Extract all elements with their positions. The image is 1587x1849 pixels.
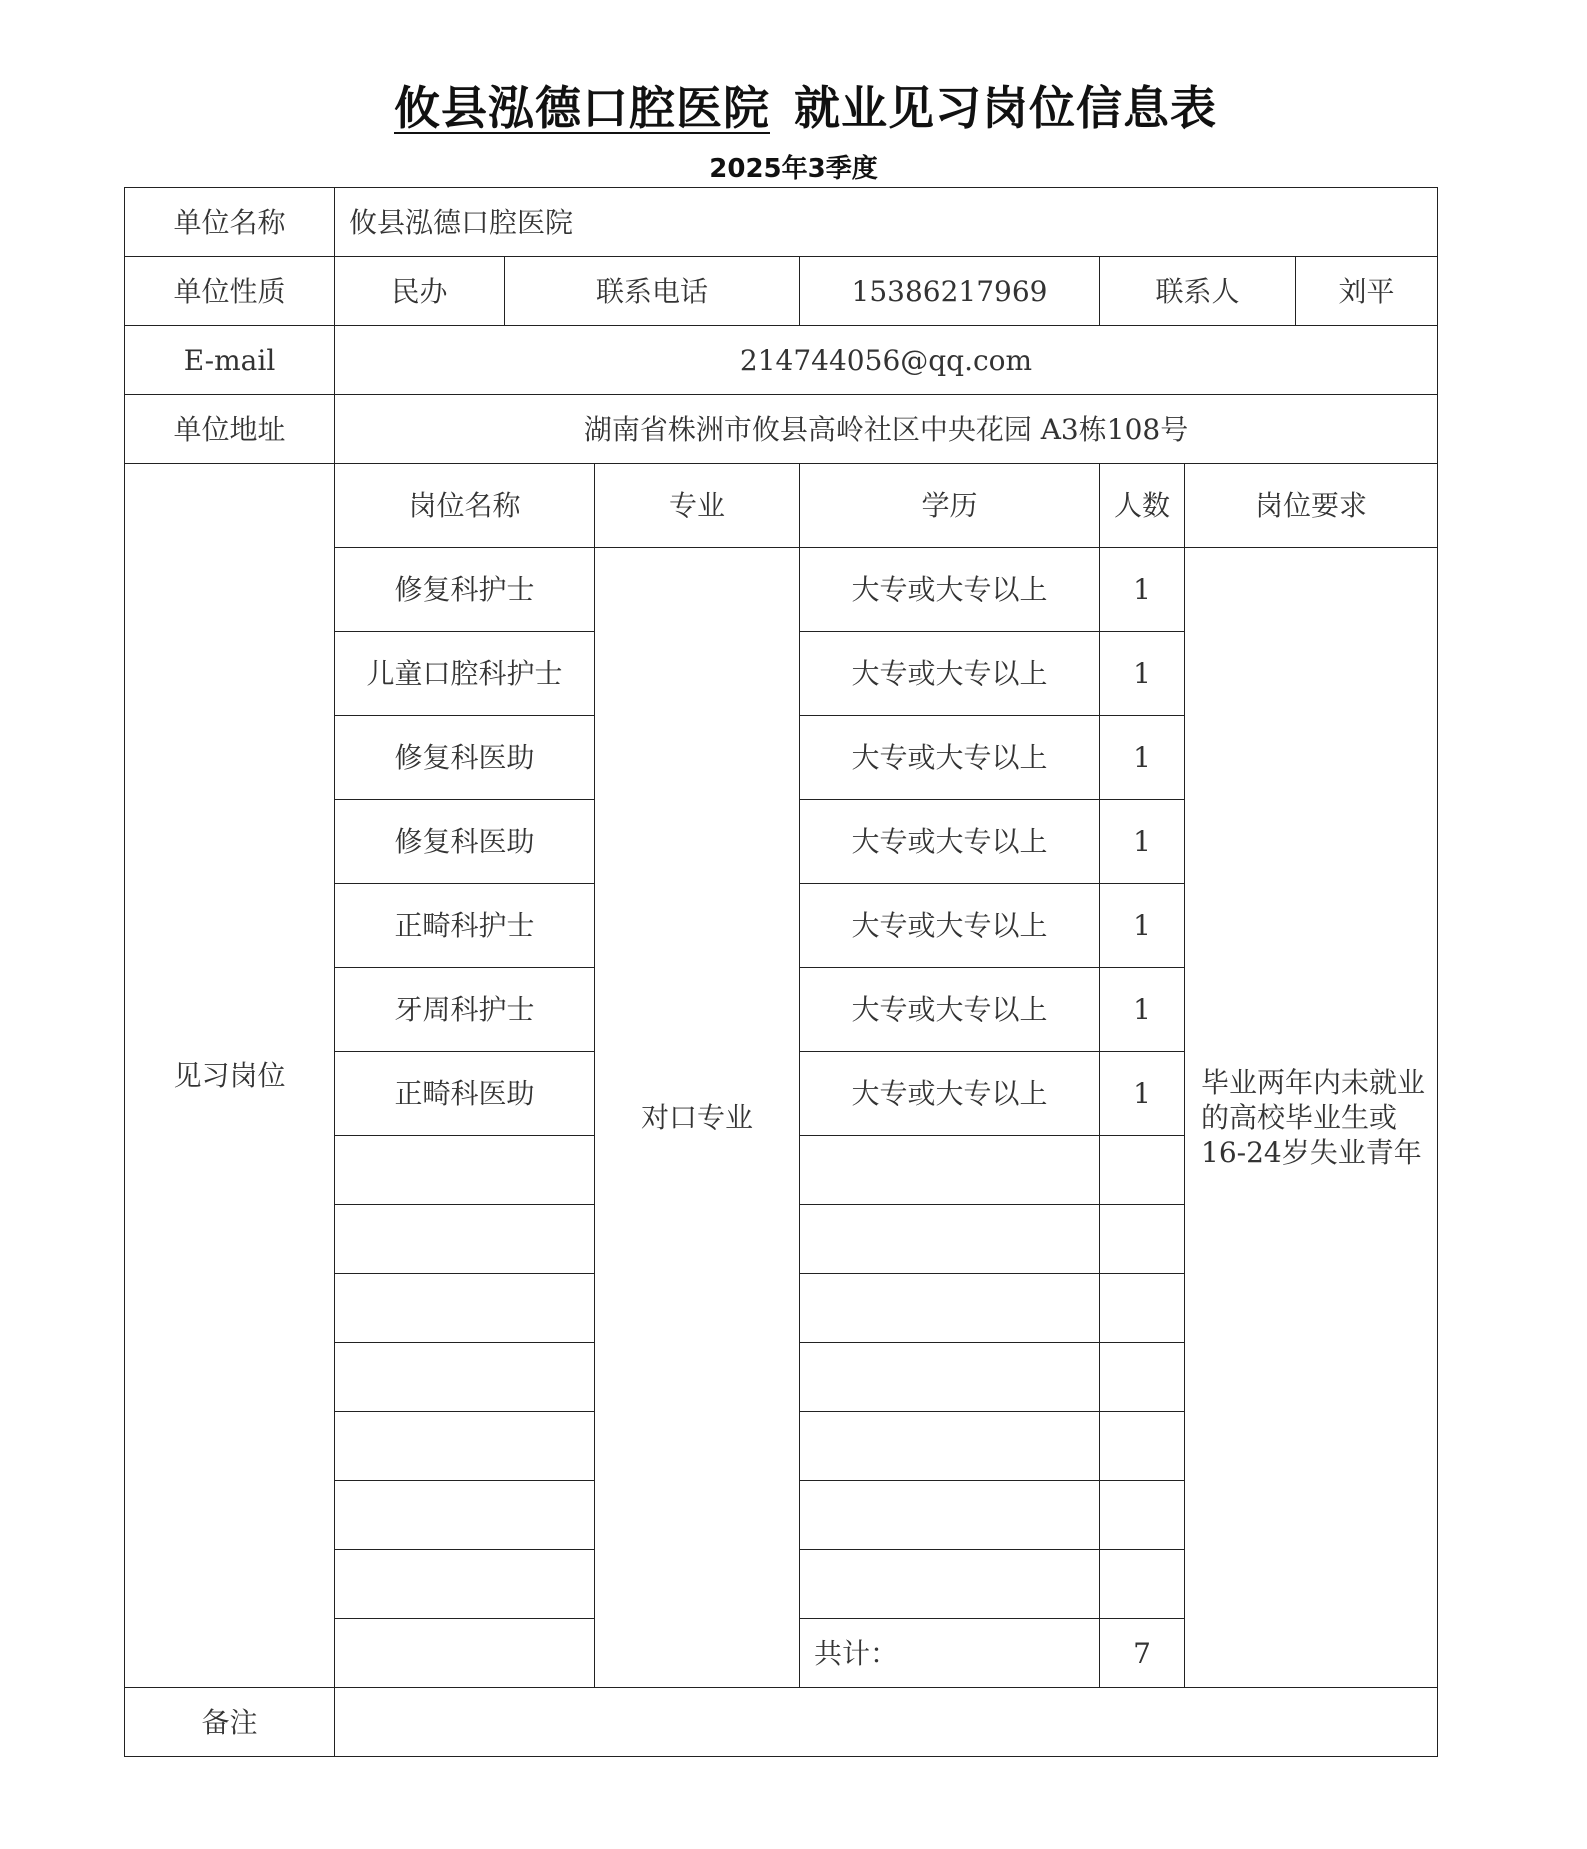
page-title xyxy=(0,72,1587,138)
position-name: 正畸科医助 xyxy=(335,1052,595,1136)
position-count: 1 xyxy=(1100,548,1185,632)
total-label: 共计： xyxy=(800,1619,1100,1688)
contact-label: 联系人 xyxy=(1100,257,1296,326)
position-name: 牙周科护士 xyxy=(335,968,595,1052)
position-name: 正畸科护士 xyxy=(335,884,595,968)
position-count: 1 xyxy=(1100,632,1185,716)
header-requirement: 岗位要求 xyxy=(1185,464,1438,548)
position-education: 大专或大专以上 xyxy=(800,716,1100,800)
row-email xyxy=(125,326,1438,395)
row-unit-name xyxy=(125,188,1438,257)
position-count: 1 xyxy=(1100,884,1185,968)
row-remarks xyxy=(125,1688,1438,1757)
position-education: 大专或大专以上 xyxy=(800,800,1100,884)
email-value: 214744056@qq.com xyxy=(335,326,1438,395)
info-table xyxy=(124,187,1438,1757)
contact-value: 刘平 xyxy=(1296,257,1438,326)
remarks-label: 备注 xyxy=(125,1688,335,1757)
position-name: 修复科护士 xyxy=(335,548,595,632)
header-major: 专业 xyxy=(595,464,800,548)
positions-section-label: 见习岗位 xyxy=(125,464,335,1688)
position-education: 大专或大专以上 xyxy=(800,884,1100,968)
header-position-name: 岗位名称 xyxy=(335,464,595,548)
row-position-headers xyxy=(125,464,1438,548)
position-education: 大专或大专以上 xyxy=(800,548,1100,632)
phone-value: 15386217969 xyxy=(800,257,1100,326)
position-count: 1 xyxy=(1100,1052,1185,1136)
major-value: 对口专业 xyxy=(595,548,800,1688)
address-value: 湖南省株洲市攸县高岭社区中央花园 A3栋108号 xyxy=(335,395,1438,464)
remarks-value xyxy=(335,1688,1438,1757)
unit-name-label: 单位名称 xyxy=(125,188,335,257)
row-address xyxy=(125,395,1438,464)
position-count: 1 xyxy=(1100,716,1185,800)
email-label: E-mail xyxy=(125,326,335,395)
position-name: 儿童口腔科护士 xyxy=(335,632,595,716)
phone-label: 联系电话 xyxy=(505,257,800,326)
header-count: 人数 xyxy=(1100,464,1185,548)
position-name: 修复科医助 xyxy=(335,800,595,884)
unit-name-value: 攸县泓德口腔医院 xyxy=(335,188,1438,257)
row-unit-nature xyxy=(125,257,1438,326)
position-education: 大专或大专以上 xyxy=(800,632,1100,716)
total-value: 7 xyxy=(1100,1619,1185,1688)
title-organization: 攸县泓德口腔医院 xyxy=(394,81,770,135)
position-education: 大专或大专以上 xyxy=(800,968,1100,1052)
position-count: 1 xyxy=(1100,968,1185,1052)
position-education: 大专或大专以上 xyxy=(800,1052,1100,1136)
unit-nature-label: 单位性质 xyxy=(125,257,335,326)
header-education: 学历 xyxy=(800,464,1100,548)
position-count: 1 xyxy=(1100,800,1185,884)
position-name: 修复科医助 xyxy=(335,716,595,800)
address-label: 单位地址 xyxy=(125,395,335,464)
page-subtitle: 2025年3季度 xyxy=(709,154,878,184)
title-form-name: 就业见习岗位信息表 xyxy=(794,81,1217,135)
requirement-value: 毕业两年内未就业的高校毕业生或16-24岁失业青年 xyxy=(1185,548,1438,1688)
unit-nature-value: 民办 xyxy=(335,257,505,326)
